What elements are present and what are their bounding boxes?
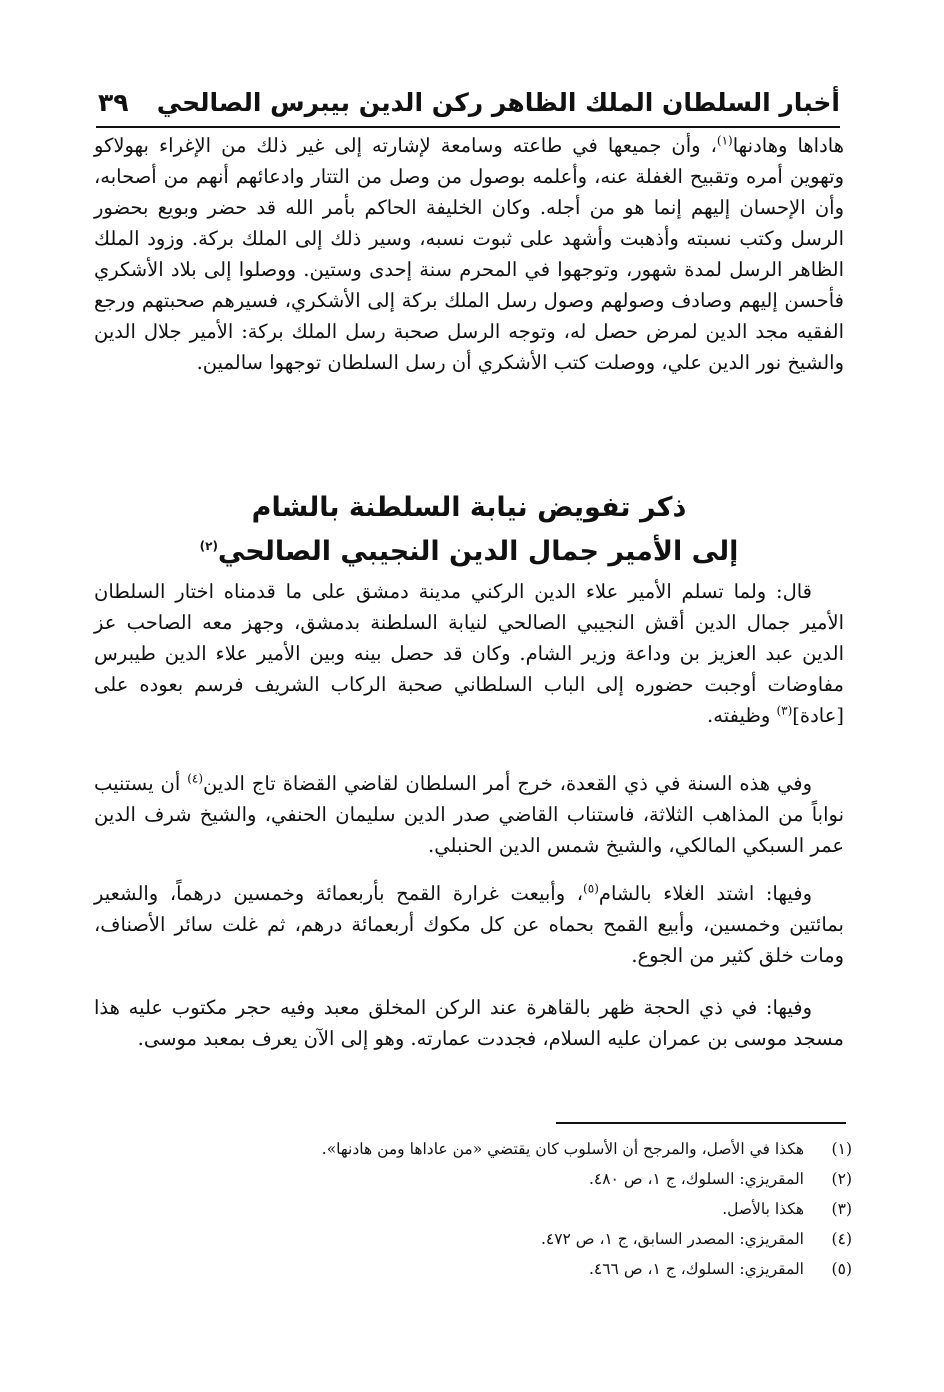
paragraph-2-text-b: وظيفته. <box>707 704 777 727</box>
footnote-number: (٤) <box>831 1230 852 1248</box>
paragraph-5 <box>94 992 844 1054</box>
footnote-text: المقريزي: المصدر السابق، ج ١، ص ٤٧٢. <box>540 1230 804 1248</box>
paragraph-2 <box>94 576 844 731</box>
footnote-text: المقريزي: السلوك، ج ١، ص ٤٦٦. <box>588 1260 804 1278</box>
footnote-separator <box>556 1122 846 1124</box>
paragraph-3 <box>94 768 844 861</box>
footnote-item <box>240 1194 852 1224</box>
section-heading-line-2-text: إلى الأمير جمال الدين النجيبي الصالحي <box>217 536 739 567</box>
paragraph-1-text-b: ، وأن جميعها في طاعته وسامعة لإشارته إلى غير ذلك من الإغراء بهولاكو وتهوين أمره وتقبيح الغفلة عنه، وأعلمه بوصول من وصل من التتار وادعائهم أنهم من أصحابه، وأن الإحسان إليهم إنما هو من أجله. وكان الخليفة الحاكم بأمر الله قد حضر وبويع بحضور الرسل وكتب نسبته وأذهبت وأشهد على ثبوت نسبه، وسير ذلك إلى الملك بركة. وزود الملك الظاهر الرسل لمدة شهور، وتوجهوا في المحرم سنة إحدى وستين. ووصلوا إلى بلاد الأشكري فأحسن إليهم وصادف وصولهم وصول رسل الملك بركة إلى الأشكري، فسيرهم صحبتهم ورجع الفقيه مجد الدين لمرض حصل له، وتوجه الرسل صحبة رسل الملك بركة: الأمير جلال الدين والشيخ نور الدين علي، ووصلت كتب الأشكري أن رسل السلطان توجهوا سالمين. <box>94 134 844 374</box>
footnote-number: (٥) <box>831 1260 852 1278</box>
paragraph-2-text-a: قال: ولما تسلم الأمير علاء الدين الركني مدينة دمشق على ما قدمناه اختار السلطان الأمير جمال الدين أقش النجيبي الصالحي لنيابة السلطنة بدمشق، وجهز معه الصاحب عز الدين عبد العزيز بن وداعة وزير الشام. وكان قد حصل بينه وبين الأمير علاء الدين طيبرس مفاوضات أوجبت حضوره إلى الباب السلطاني صحبة الركاب الشريف فرسم بعوده على [عادة] <box>94 580 844 727</box>
footnote-ref-4: (٤) <box>187 771 204 786</box>
footnote-ref-1: (١) <box>716 133 733 148</box>
footnote-ref-5: (٥) <box>583 881 599 896</box>
footnote-item <box>240 1224 852 1254</box>
paragraph-4-text-b: ، وأبيعت غرارة القمح بأربعمائة وخمسين درهماً، والشعير بمائتين وخمسين، وأبيع القمح بحماه عن كل مكوك أربعمائة درهم، ثم غلت سائر الأصناف، ومات خلق كثير من الجوع. <box>94 882 844 967</box>
paragraph-1-text-a: هاداها وهادنها <box>732 134 844 157</box>
paragraph-3-text-a: وفي هذه السنة في ذي القعدة، خرج أمر السلطان لقاضي القضاة تاج الدين <box>203 772 813 795</box>
paragraph-3-text-b: أن يستنيب نواباً من المذاهب الثلاثة، فاستناب القاضي صدر الدين سليمان الحنفي، والشيخ شرف الدين عمر السبكي المالكي، والشيخ شمس الدين الحنبلي. <box>94 772 844 857</box>
footnote-number: (٣) <box>831 1200 852 1218</box>
paragraph-4-text-a: وفيها: اشتد الغلاء بالشام <box>598 882 812 905</box>
running-header <box>96 82 840 128</box>
footnote-number: (١) <box>831 1140 852 1158</box>
footnote-number: (٢) <box>831 1170 852 1188</box>
footnote-item <box>240 1254 852 1284</box>
footnote-text: المقريزي: السلوك، ج ١، ص ٤٨٠. <box>588 1170 804 1188</box>
page-number: ٣٩ <box>98 88 129 117</box>
footnote-item <box>240 1134 852 1164</box>
paragraph-4 <box>94 878 844 971</box>
footnote-item <box>240 1164 852 1194</box>
footnote-ref-3: (٣) <box>776 703 793 718</box>
section-heading-line-1: ذكر تفويض نيابة السلطنة بالشام <box>251 492 687 523</box>
section-heading-line-2 <box>94 530 844 574</box>
paragraph-5-text: وفيها: في ذي الحجة ظهر بالقاهرة عند الركن المخلق معبد وفيه حجر مكتوب عليه هذا مسجد موسى بن عمران عليه السلام، فجددت عمارته. وهو إلى الآن يعرف بمعبد موسى. <box>94 996 844 1050</box>
header-title: أخبار السلطان الملك الظاهر ركن الدين بيبرس الصالحي <box>156 88 840 117</box>
paragraph-1 <box>94 130 844 378</box>
footnote-text: هكذا بالأصل. <box>722 1200 804 1218</box>
footnote-ref-2: (٢) <box>199 539 218 553</box>
footnote-text: هكذا في الأصل، والمرجح أن الأسلوب كان يقتضي «من عاداها ومن هادنها». <box>321 1140 804 1158</box>
footnotes-list <box>240 1134 852 1284</box>
